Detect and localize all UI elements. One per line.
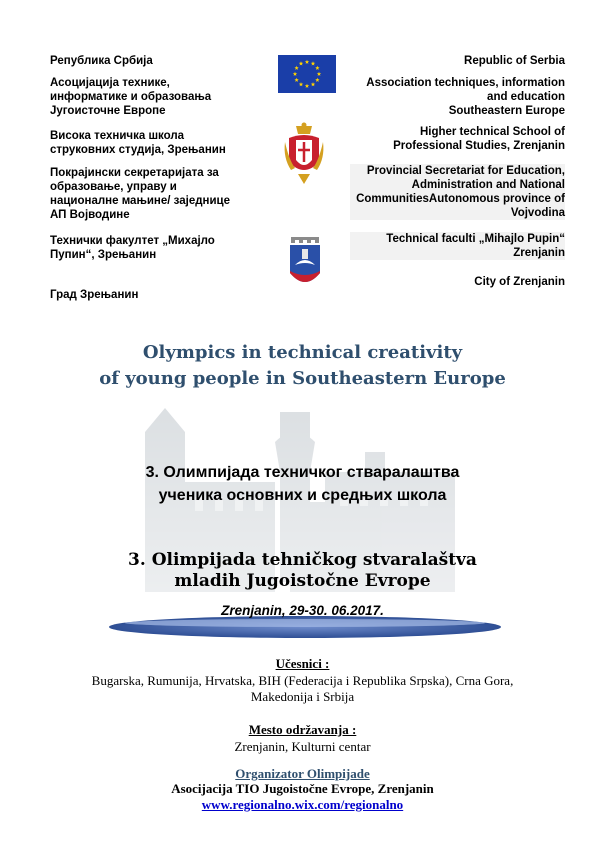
left-item-city: Град Зрењанин: [50, 289, 139, 301]
participants-label: Učesnici :: [275, 656, 330, 671]
venue-label: Mesto održavanja :: [248, 722, 357, 737]
zrenjanin-coat-of-arms-icon: [287, 235, 323, 293]
right-item-school: Higher technical School of Professional Studies, Zrenjanin: [393, 126, 565, 152]
title-line-1: Olympics in technical creativity: [142, 342, 463, 363]
left-item-association: Асоцијација технике, информатике и образовања Југоисточне Европе: [50, 77, 212, 117]
right-item-faculty: Technical faculti „Mihajlo Pupin“ Zrenjanin: [350, 232, 565, 260]
right-item-association: Association techniques, information and education Southeastern Europe: [366, 77, 565, 117]
olympiad-title-cyrillic-2: ученика основних и средњих школа: [158, 487, 447, 504]
olympiad-title-cyrillic-1: 3. Олимпијада техничког стваралаштва: [145, 464, 460, 481]
right-item-secretariat: Provincial Secretariat for Education, Administration and National CommunitiesAutonomous province of Vojvodina: [350, 164, 565, 220]
olympiad-title-latin-1: 3. Olimpijada tehničkog stvaralaštva: [128, 550, 477, 570]
title-line-2: of young people in Southeastern Europe: [99, 368, 506, 389]
olympiad-title-latin-2: mladih Jugoistočne Evrope: [174, 571, 431, 591]
left-item-faculty: Технички факултет „Михајло Пупин“, Зрењанин: [50, 235, 215, 261]
right-item-republic: Republic of Serbia: [464, 55, 565, 67]
venue-value: Zrenjanin, Kulturni centar: [234, 739, 371, 754]
eu-flag-icon: [278, 55, 336, 93]
organizer-website-link[interactable]: www.regionalno.wix.com/regionalno: [201, 797, 404, 812]
participants-line-1: Bugarska, Rumunija, Hrvatska, BIH (Federacija i Republika Srpska), Crna Gora,: [91, 673, 514, 688]
right-item-city: City of Zrenjanin: [474, 276, 565, 288]
organizer-label: Organizator Olimpijade: [235, 766, 370, 781]
left-item-secretariat: Покрајински секретаријата за образовање, управу и националне мањине/ заједнице АП Војводине: [50, 167, 230, 221]
serbia-coat-of-arms-icon: [283, 122, 325, 188]
event-date: Zrenjanin, 29-30. 06.2017.: [221, 603, 384, 618]
left-item-republic: Република Србија: [50, 55, 153, 67]
left-item-school: Висока техничка школа струковних студија, Зрењанин: [50, 130, 226, 156]
organizer-link-wrap: [0, 797, 605, 813]
participants-line-2: Makedonija i Srbija: [250, 689, 355, 704]
organizer-value: Asocijacija TIO Jugoistočne Evrope, Zrenjanin: [171, 781, 434, 796]
